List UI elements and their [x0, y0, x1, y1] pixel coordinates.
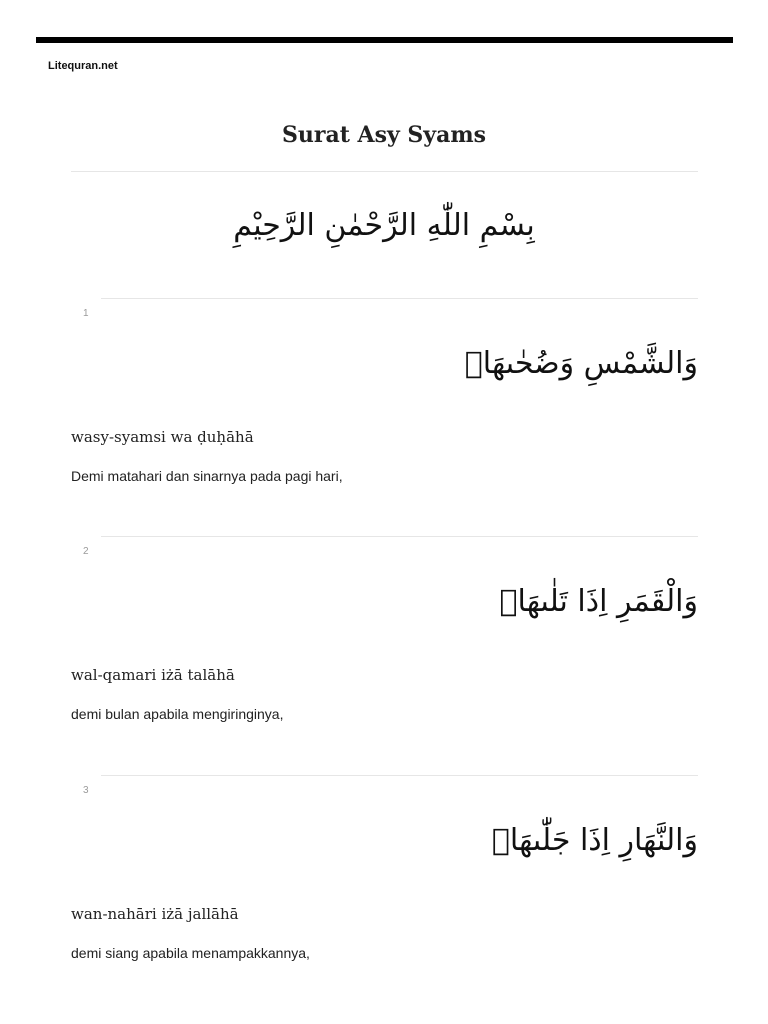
site-logo-link[interactable]: Litequran.net: [48, 60, 118, 72]
verse-translation: demi bulan apabila mengiringinya,: [71, 706, 284, 722]
verse-number: 1: [83, 308, 89, 319]
verse-arabic-text: وَالنَّهَارِ اِذَا جَلّٰىهَاۖ: [491, 823, 698, 858]
verse-arabic-text: وَالشَّمْسِ وَضُحٰىهَاۖ: [464, 346, 698, 381]
verse-arabic-text: وَالْقَمَرِ اِذَا تَلٰىهَاۖ: [499, 584, 698, 619]
verse-item: [0, 775, 768, 1005]
verse-translation: Demi matahari dan sinarnya pada pagi hari,: [71, 468, 343, 484]
verse-item: [0, 298, 768, 528]
title-divider: [71, 171, 698, 172]
verse-divider: [101, 775, 698, 776]
verse-transliteration: wan-nahāri iżā jallāhā: [71, 905, 239, 923]
verse-divider: [101, 298, 698, 299]
verse-divider: [101, 536, 698, 537]
verse-number: 3: [83, 785, 89, 796]
verse-transliteration: wal-qamari iżā talāhā: [71, 666, 235, 684]
verse-translation: demi siang apabila menampakkannya,: [71, 945, 310, 961]
page-title: Surat Asy Syams: [281, 122, 487, 148]
verse-item: [0, 536, 768, 766]
verse-transliteration: wasy-syamsi wa ḍuḥāhā: [71, 428, 254, 446]
bismillah-text: بِسْمِ اللّٰهِ الرَّحْمٰنِ الرَّحِيْمِ: [233, 208, 535, 243]
verse-number: 2: [83, 546, 89, 557]
top-bar: [36, 37, 733, 43]
